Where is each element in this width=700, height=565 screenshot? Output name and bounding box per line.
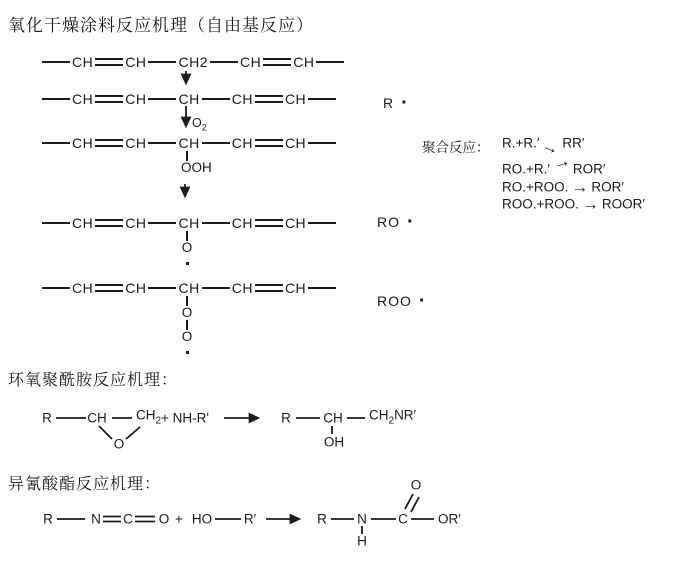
equation-lhs: ROO.+ROO. xyxy=(502,196,579,212)
epoxy-reactant-ch: CH xyxy=(87,410,107,426)
equation-rhs: ROR′ xyxy=(572,161,606,177)
o2-subscript: 2 xyxy=(201,122,207,133)
chain-row xyxy=(42,279,336,297)
atom-label: CH2 xyxy=(178,54,208,70)
atom-label: CH xyxy=(125,91,147,107)
iso-reactant-o: O xyxy=(158,511,170,527)
single-bond xyxy=(42,61,70,63)
epoxy-reactant-r: R xyxy=(42,410,52,426)
single-bond xyxy=(148,98,176,100)
polymerization-equation xyxy=(502,194,645,213)
epoxy-heading: 环氧聚酰胺反应机理： xyxy=(8,370,179,389)
o2-base: O xyxy=(192,116,202,130)
iso-reactant-n: N xyxy=(91,511,101,527)
atom-label: CH xyxy=(231,215,253,231)
atom-label: CH xyxy=(125,215,147,231)
atom-label: CH xyxy=(72,135,94,151)
single-bond xyxy=(308,287,336,289)
double-bond xyxy=(95,95,123,103)
epoxy-ring-oxygen: O xyxy=(113,436,125,452)
polymerization-equation xyxy=(502,150,606,177)
equation-arrow: → xyxy=(539,134,563,159)
ch2-base: CH xyxy=(136,407,156,423)
epoxy-ring-right-bond xyxy=(126,427,140,439)
single-bond xyxy=(148,287,176,289)
atom-label: CH xyxy=(231,91,253,107)
double-bond xyxy=(263,58,291,66)
tail-subscript: 2 xyxy=(388,415,395,427)
iso-plus-sign: + xyxy=(175,511,183,527)
equation-rhs: ROOR′ xyxy=(601,196,645,212)
double-bond xyxy=(255,95,283,103)
ch2-subscript: 2 xyxy=(155,415,162,427)
iso-product-h: H xyxy=(357,533,367,549)
double-bond xyxy=(95,284,123,292)
double-bond xyxy=(95,139,123,147)
radical-text: ROO xyxy=(377,293,412,309)
single-bond xyxy=(148,61,176,63)
atom-label: CH xyxy=(72,91,94,107)
polymerization-equation xyxy=(502,177,624,196)
atom-label: CH xyxy=(231,280,253,296)
double-bond xyxy=(95,58,123,66)
isocyanate-heading: 异氰酸酯反应机理： xyxy=(8,474,162,493)
iso-reactant-c: C xyxy=(123,511,133,527)
radical-dot: · xyxy=(407,211,415,233)
epoxy-ring-left-bond xyxy=(99,426,112,439)
radical-label xyxy=(377,211,415,233)
single-bond xyxy=(308,142,336,144)
substituent-label: O xyxy=(181,305,193,320)
single-bond xyxy=(308,98,336,100)
oxidation-title: 氧化干燥涂料反应机理（自由基反应） xyxy=(8,16,314,36)
equation-arrow: → xyxy=(581,194,599,213)
double-bond xyxy=(255,284,283,292)
atom-label: CH xyxy=(231,135,253,151)
atom-label: CH xyxy=(72,54,94,70)
atom-label: CH xyxy=(293,54,315,70)
radical-dot: · xyxy=(401,92,409,114)
polymerization-equation xyxy=(502,134,585,159)
single-bond xyxy=(148,142,176,144)
substituent-label: O xyxy=(181,240,193,255)
tail-base: CH xyxy=(369,407,389,423)
atom-label: CH xyxy=(239,54,262,70)
chain-row xyxy=(42,90,336,108)
double-bond-c-o-diag-2 xyxy=(411,497,419,512)
epoxy-reactant-ch2 xyxy=(136,408,161,429)
epoxy-product-tail xyxy=(369,408,416,429)
single-bond xyxy=(202,287,230,289)
single-bond xyxy=(202,142,230,144)
single-bond xyxy=(202,98,230,100)
radical-dot: · xyxy=(418,290,427,312)
epoxy-product-ch: CH xyxy=(323,410,343,426)
double-bond-c-o-diag-1 xyxy=(405,494,413,509)
single-bond xyxy=(42,142,70,144)
equation-arrow: → xyxy=(571,177,589,196)
tail-rest: NR′ xyxy=(394,407,417,423)
polymerization-label: 聚合反应： xyxy=(422,140,490,156)
atom-label: CH xyxy=(178,91,200,107)
atom-label: CH xyxy=(178,280,200,296)
double-bond xyxy=(255,139,283,147)
iso-reactant-r: R xyxy=(43,511,53,527)
equation-rhs: ROR′ xyxy=(591,179,624,195)
atom-label: CH xyxy=(125,54,147,70)
iso-product-carbonyl-o: O xyxy=(410,477,422,493)
atom-label: CH xyxy=(284,135,307,151)
single-bond xyxy=(42,222,70,224)
iso-product-r: R xyxy=(317,511,327,527)
single-bond xyxy=(308,222,336,224)
double-bond xyxy=(255,219,283,227)
single-bond xyxy=(210,61,238,63)
atom-label: CH xyxy=(284,215,307,231)
iso-product-or: OR′ xyxy=(438,511,461,527)
iso-reactant-rprime: R′ xyxy=(243,511,257,527)
atom-label: CH xyxy=(178,135,200,151)
epoxy-product-r: R xyxy=(281,410,291,426)
equation-lhs: RO.+R.′ xyxy=(502,161,550,177)
radical-text: RO xyxy=(377,214,400,230)
o2-label xyxy=(192,116,207,133)
equation-arrow: → xyxy=(550,150,573,173)
single-bond xyxy=(148,222,176,224)
single-bond xyxy=(42,98,70,100)
substituent-label: OOH xyxy=(181,160,212,175)
epoxy-product-oh: OH xyxy=(323,434,345,450)
atom-label: CH xyxy=(178,215,200,231)
atom-label: CH xyxy=(284,280,307,296)
radical-label xyxy=(383,92,409,114)
substituent-label: O xyxy=(181,329,193,344)
single-bond xyxy=(202,222,230,224)
radical-label xyxy=(377,290,427,312)
chain-row xyxy=(42,134,336,152)
iso-product-n: N xyxy=(357,511,367,527)
radical-dot xyxy=(186,262,189,265)
chain-row xyxy=(42,214,336,232)
atom-label: CH xyxy=(72,280,94,296)
single-bond xyxy=(316,61,344,63)
iso-product-c: C xyxy=(398,511,408,527)
double-bond xyxy=(95,219,123,227)
single-bond xyxy=(42,287,70,289)
iso-reactant-ho: HO xyxy=(191,511,213,527)
atom-label: CH xyxy=(125,135,147,151)
radical-dot xyxy=(186,351,189,354)
atom-label: CH xyxy=(125,280,147,296)
atom-label: CH xyxy=(284,91,307,107)
chain-row xyxy=(42,53,344,71)
equation-lhs: R.+R.′ xyxy=(502,135,540,151)
radical-text: R xyxy=(383,95,395,111)
equation-rhs: RR′ xyxy=(562,135,585,151)
equation-lhs: RO.+ROO. xyxy=(502,179,569,195)
atom-label: CH xyxy=(72,215,94,231)
epoxy-amine: + NH-R' xyxy=(161,410,209,426)
